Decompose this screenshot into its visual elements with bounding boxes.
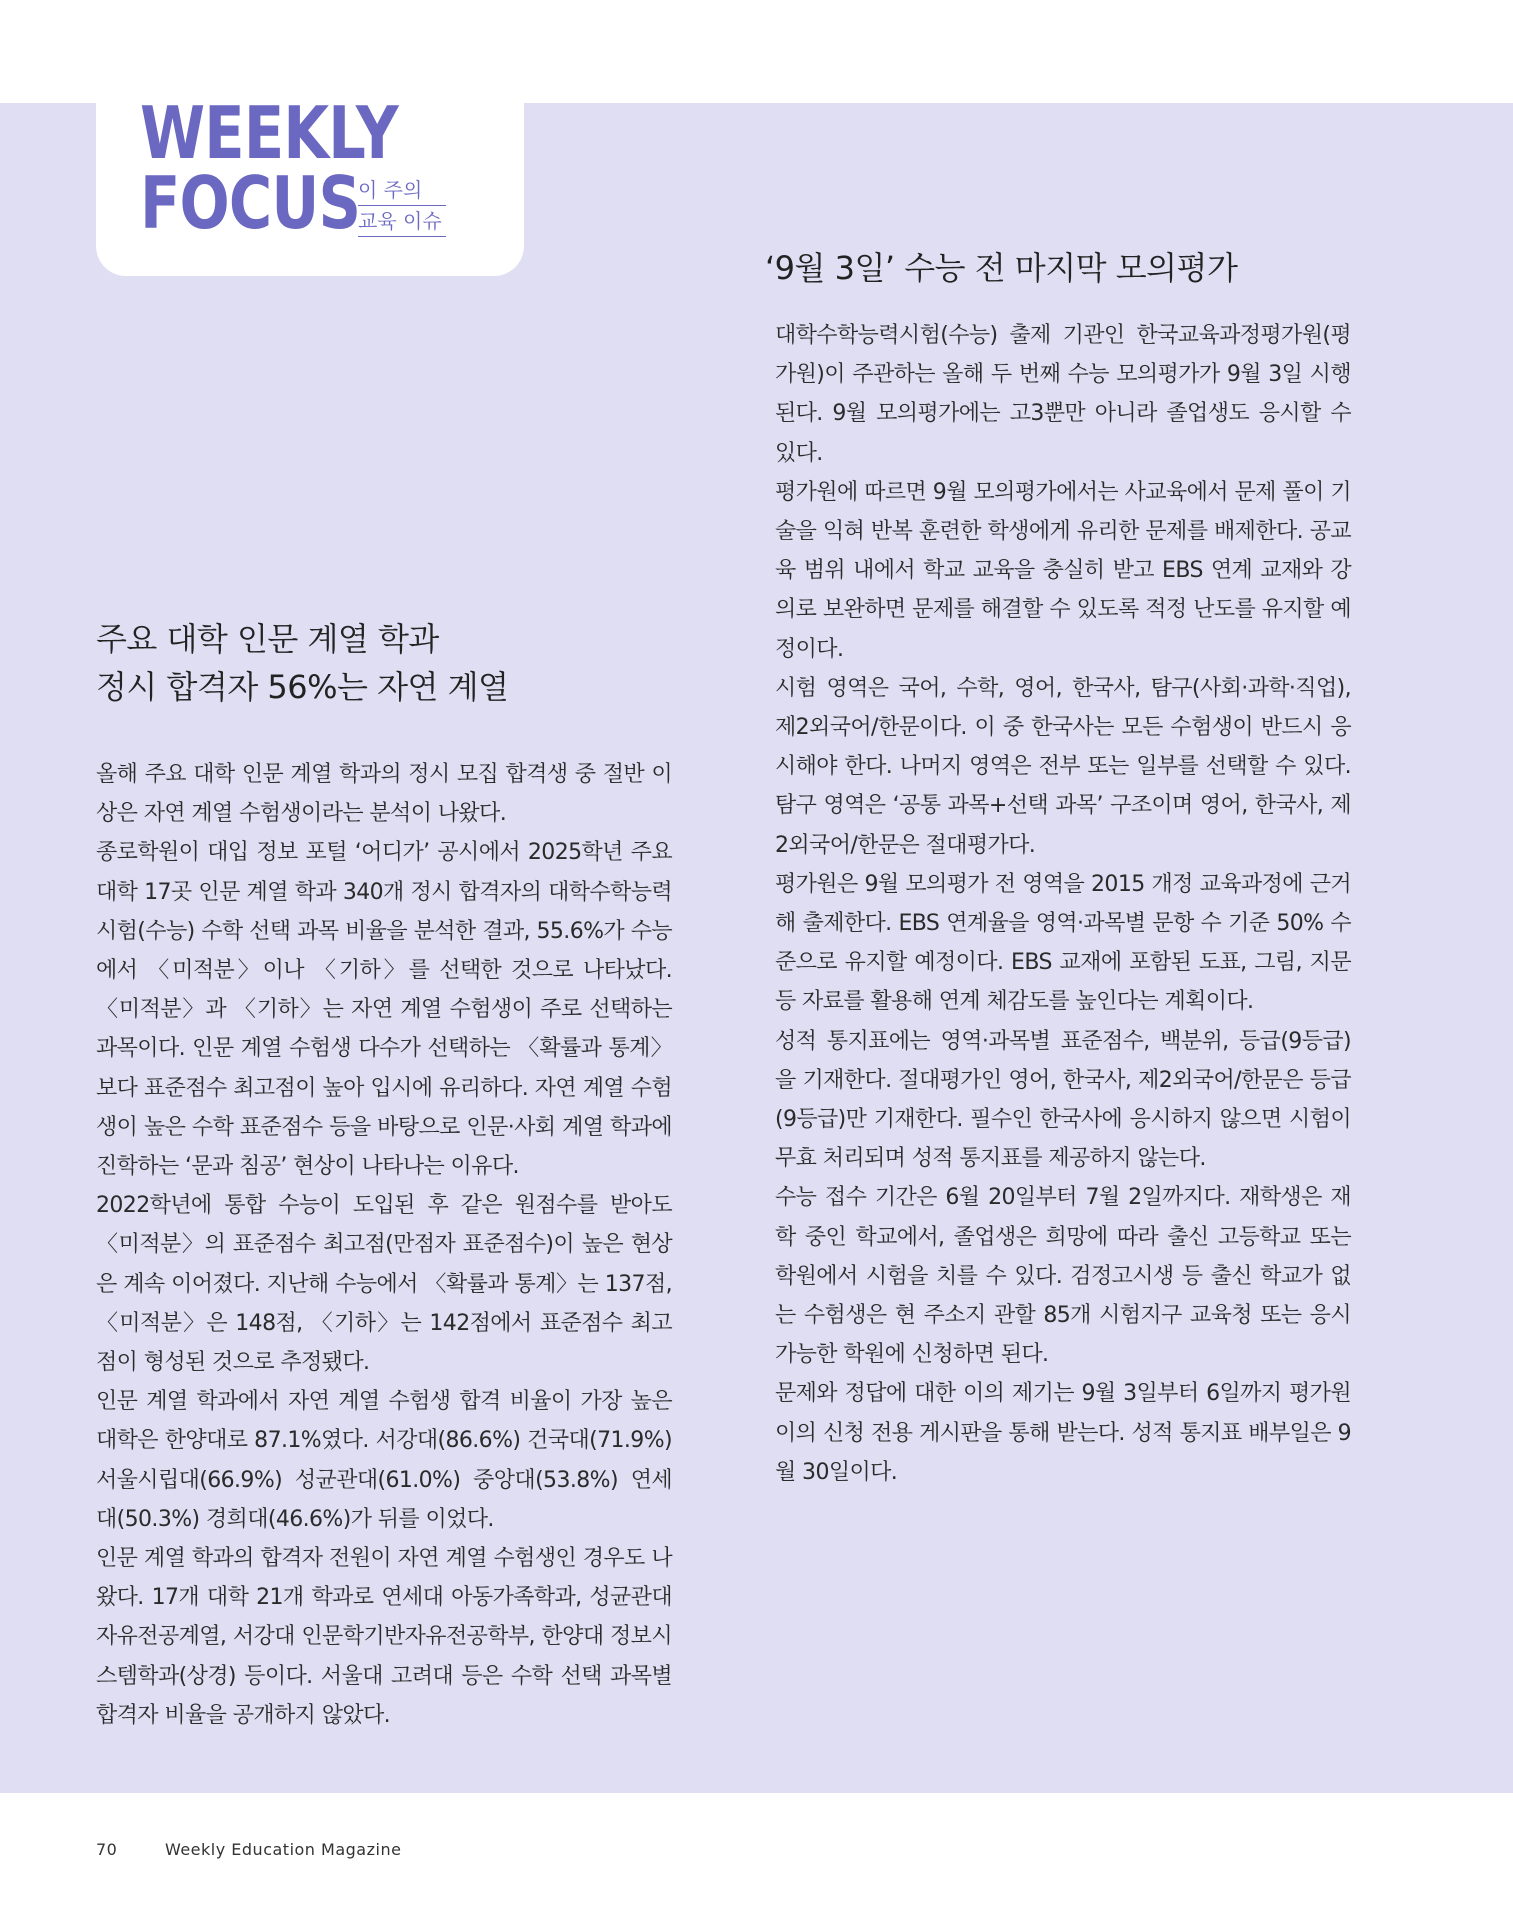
right-article-title: ‘9월 3일’ 수능 전 마지막 모의평가 xyxy=(765,249,1238,287)
paragraph: 대학수학능력시험(수능) 출제 기관인 한국교육과정평가원(평가원)이 주관하는 올해 두 번째 수능 모의평가가 9월 3일 시행된다. 9월 모의평가에는 고3뿐만 아니라 졸업생도 응시할 수 있다. xyxy=(775,323,1351,466)
paragraph: 성적 통지표에는 영역·과목별 표준점수, 백분위, 등급(9등급)을 기재한다. 절대평가인 영어, 한국사, 제2외국어/한문은 등급(9등급)만 기재한다. 필수인 한국사에 응시하지 않으면 시험이 무효 처리되며 성적 통지표를 제공하지 않는다. xyxy=(775,1028,1351,1172)
paragraph: 인문 계열 학과에서 자연 계열 수험생 합격 비율이 가장 높은 대학은 한양대로 87.1%였다. 서강대(86.6%) 건국대(71.9%) 서울시립대(66.9%) 성균관대(61.0%) 중앙대(53.8%) 연세대(50.3%) 경희대(46.6%)가 뒤를 이었다. xyxy=(96,1389,672,1532)
brand-weekly: WEEKLY xyxy=(140,91,398,175)
page-number: 70 xyxy=(96,1840,118,1859)
left-title-line2: 정시 합격자 56%는 자연 계열 xyxy=(96,668,509,706)
brand-sub-line2: 교육 이슈 xyxy=(358,206,446,237)
left-article xyxy=(96,615,672,1735)
magazine-name: Weekly Education Magazine xyxy=(164,1840,402,1859)
paragraph: 평가원에 따르면 9월 모의평가에서는 사교육에서 문제 풀이 기술을 익혀 반복 훈련한 학생에게 유리한 문제를 배제한다. 공교육 범위 내에서 학교 교육을 충실히 받고 EBS 연계 교재와 강의로 보완하면 문제를 해결할 수 있도록 적정 난도를 유지할 예정이다. xyxy=(775,479,1351,662)
brand-sub-line1: 이 주의 xyxy=(358,175,446,206)
left-article-body xyxy=(96,755,672,1735)
paragraph: 평가원은 9월 모의평가 전 영역을 2015 개정 교육과정에 근거해 출제한다. EBS 연계율을 영역·과목별 문항 수 기준 50% 수준으로 유지할 예정이다. EBS 교재에 포함된 도표, 그림, 지문 등 자료를 활용해 연계 체감도를 높인다는 계획이다. xyxy=(775,871,1351,1015)
left-article-title xyxy=(96,615,672,711)
paragraph: 수능 접수 기간은 6월 20일부터 7월 2일까지다. 재학생은 재학 중인 학교에서, 졸업생은 희망에 따라 출신 고등학교 또는 학원에서 시험을 치를 수 있다. 검정고시생 등 출신 학교가 없는 수험생은 현 주소지 관할 85개 시험지구 교육청 또는 응시 가능한 학원에 신청하면 된다. xyxy=(775,1185,1351,1368)
page-footer xyxy=(96,1840,401,1859)
paragraph: 종로학원이 대입 정보 포털 ‘어디가’ 공시에서 2025학년 주요 대학 17곳 인문 계열 학과 340개 정시 합격자의 대학수학능력시험(수능) 수학 선택 과목 비율을 분석한 결과, 55.6%가 수능에서 〈미적분〉이나 〈기하〉를 선택한 것으로 나타났다. 〈미적분〉과 〈기하〉는 자연 계열 수험생이 주로 선택하는 과목이다. 인문 계열 수험생 다수가 선택하는 〈확률과 통계〉보다 표준점수 최고점이 높아 입시에 유리하다. 자연 계열 수험생이 높은 수학 표준점수 등을 바탕으로 인문·사회 계열 학과에 진학하는 ‘문과 침공’ 현상이 나타나는 이유다. xyxy=(96,840,672,1180)
paragraph: 문제와 정답에 대한 이의 제기는 9월 3일부터 6일까지 평가원 이의 신청 전용 게시판을 통해 받는다. 성적 통지표 배부일은 9월 30일이다. xyxy=(775,1381,1351,1485)
brand-subtitle xyxy=(358,175,446,237)
paragraph: 올해 주요 대학 인문 계열 학과의 정시 모집 합격생 중 절반 이상은 자연 계열 수험생이라는 분석이 나왔다. xyxy=(96,762,672,827)
brand-focus: FOCUS xyxy=(140,161,361,245)
paragraph: 인문 계열 학과의 합격자 전원이 자연 계열 수험생인 경우도 나왔다. 17개 대학 21개 학과로 연세대 아동가족학과, 성균관대 자유전공계열, 서강대 인문학기반자유전공학부, 한양대 정보시스템학과(상경) 등이다. 서울대 고려대 등은 수학 선택 과목별 합격자 비율을 공개하지 않았다. xyxy=(96,1546,672,1728)
right-article-body xyxy=(775,316,1351,1492)
paragraph: 시험 영역은 국어, 수학, 영어, 한국사, 탐구(사회·과학·직업), 제2외국어/한문이다. 이 중 한국사는 모든 수험생이 반드시 응시해야 한다. 나머지 영역은 전부 또는 일부를 선택할 수 있다. 탐구 영역은 ‘공통 과목+선택 과목’ 구조이며 영어, 한국사, 제2외국어/한문은 절대평가다. xyxy=(775,675,1351,858)
left-title-line1: 주요 대학 인문 계열 학과 xyxy=(96,620,439,658)
paragraph: 2022학년에 통합 수능이 도입된 후 같은 원점수를 받아도 〈미적분〉의 표준점수 최고점(만점자 표준점수)이 높은 현상은 계속 이어졌다. 지난해 수능에서 〈확률과 통계〉는 137점, 〈미적분〉은 148점, 〈기하〉는 142점에서 표준점수 최고점이 형성된 것으로 추정됐다. xyxy=(96,1193,672,1376)
right-article xyxy=(765,244,1351,1492)
